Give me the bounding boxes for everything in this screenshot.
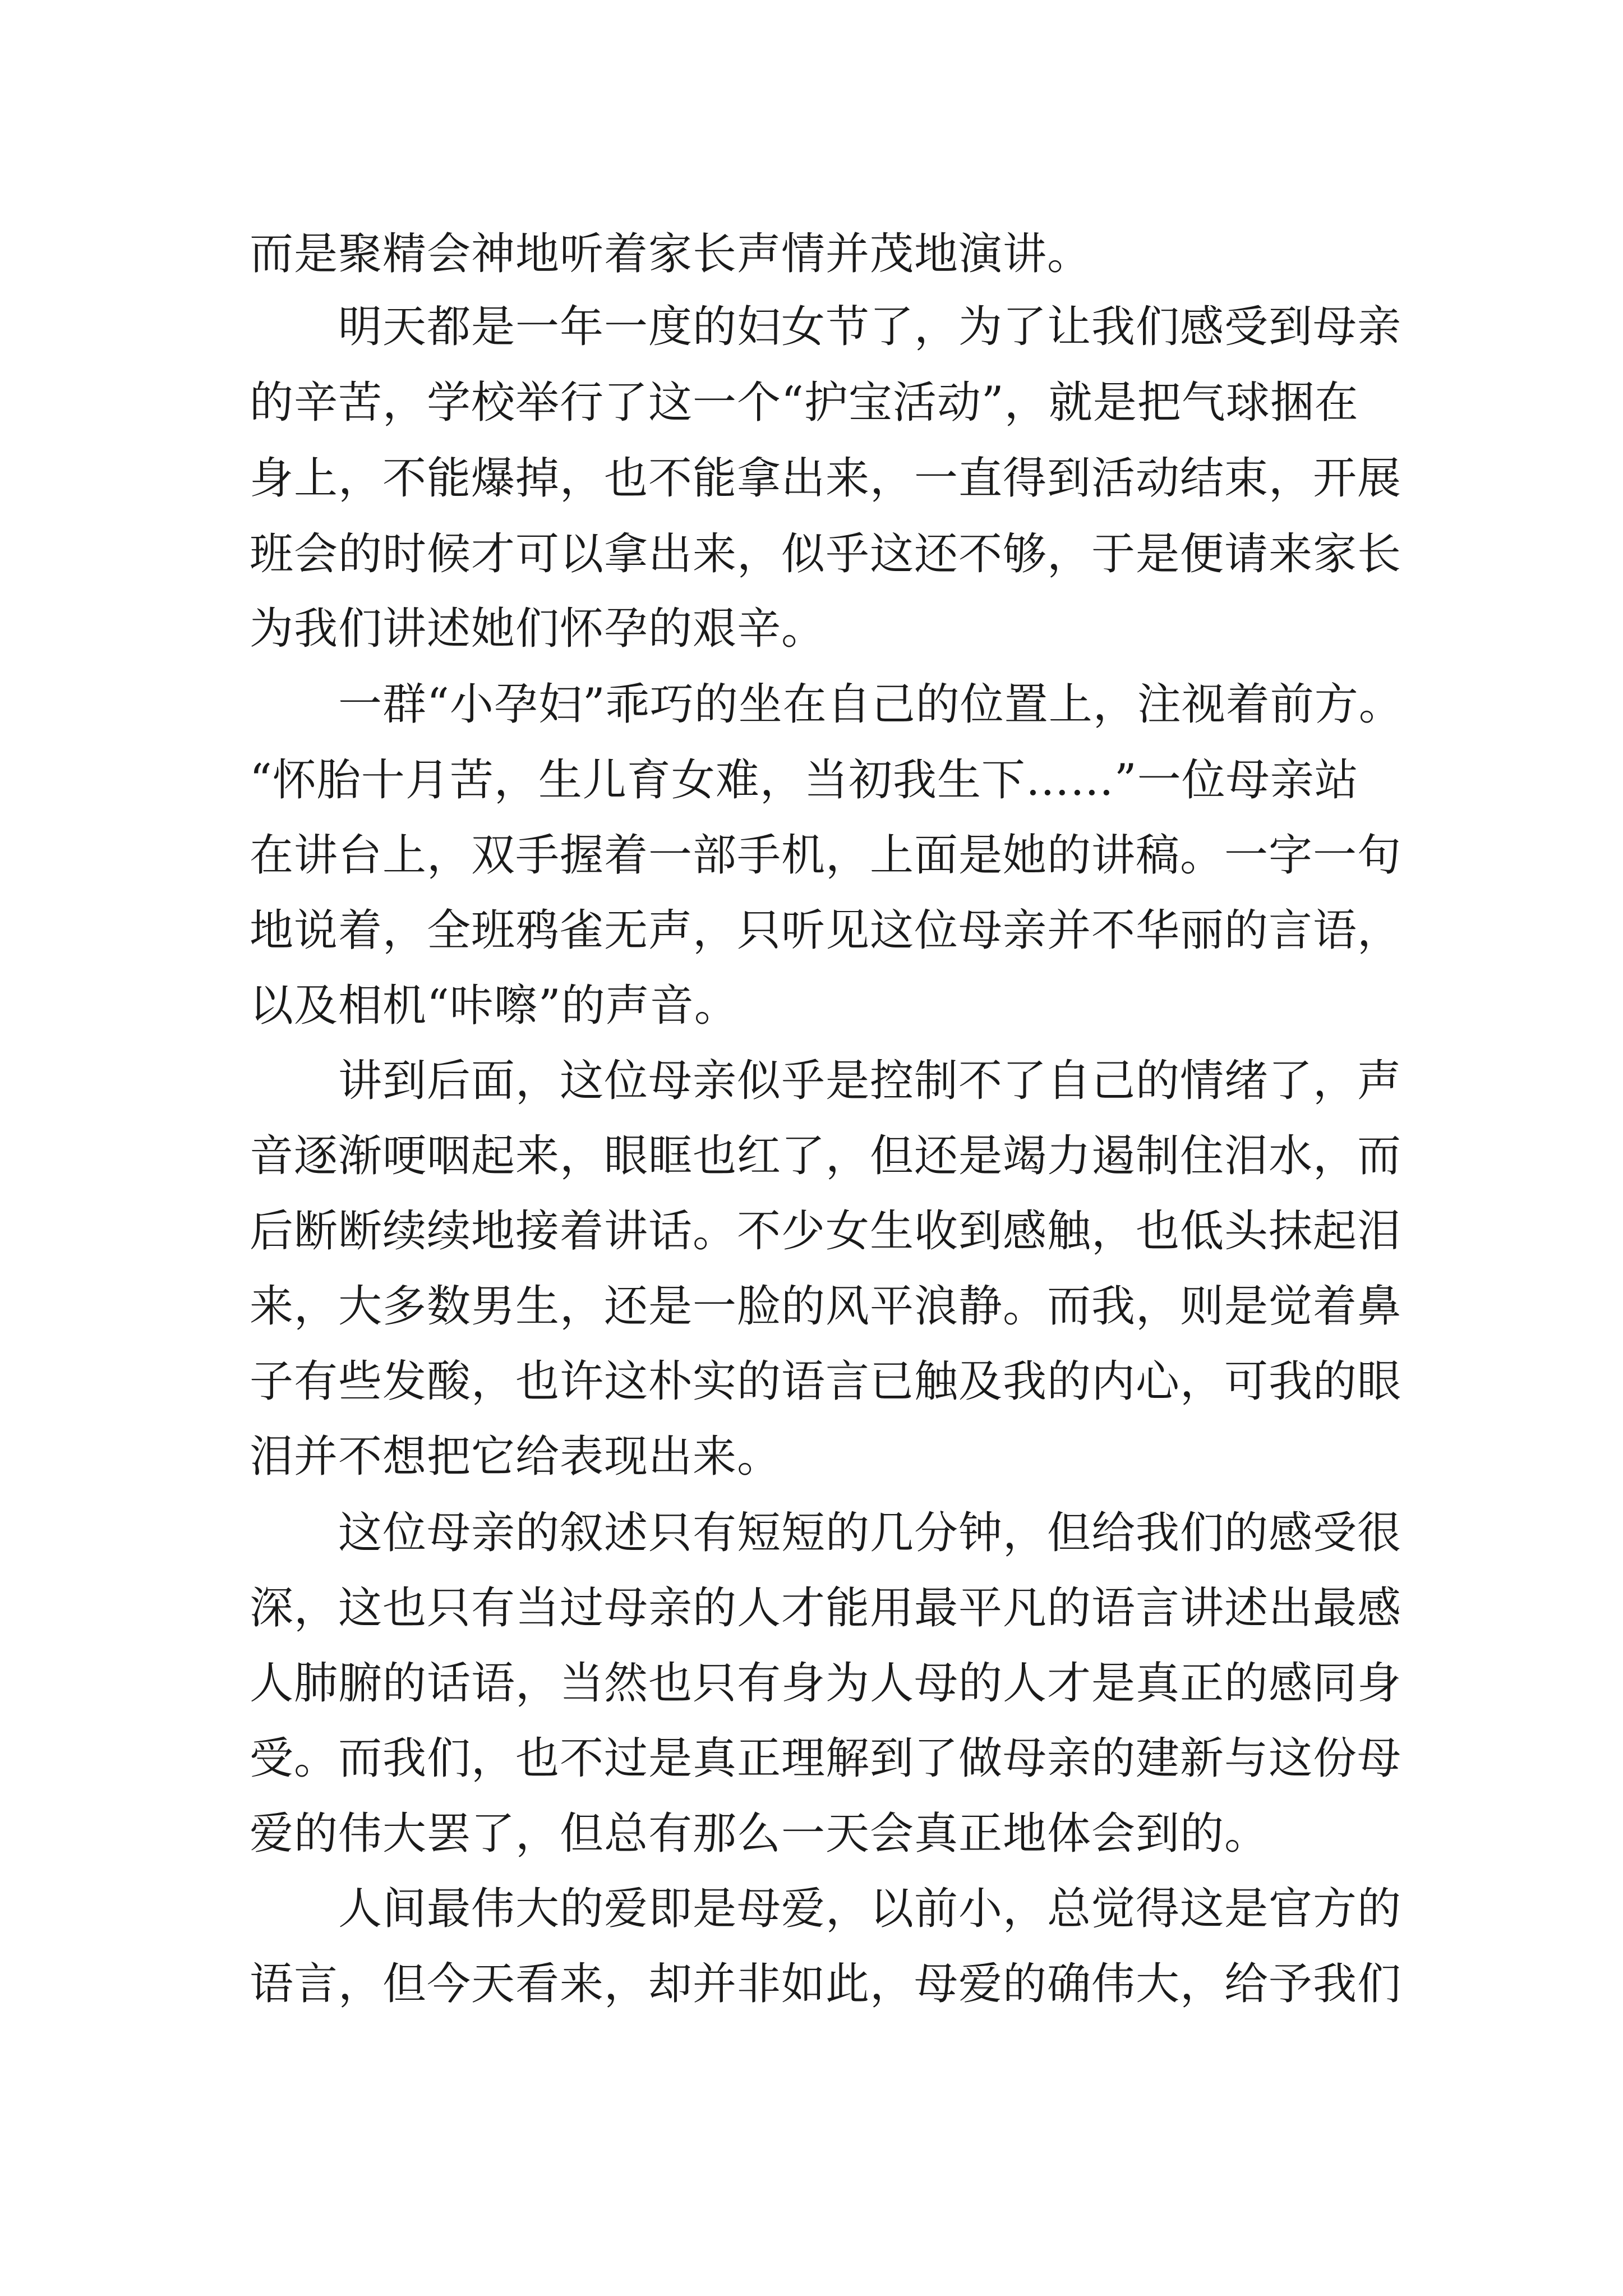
text-line: 为我们讲述她们怀孕的艰辛。 (250, 604, 826, 654)
text-line: 一群“小孕妇”乖巧的坐在自己的位置上，注视着前方。 (250, 679, 1403, 730)
text-line: 讲到后面，这位母亲似乎是控制不了自己的情绪了，声 (250, 1056, 1402, 1106)
text-line: 这位母亲的叙述只有短短的几分钟，但给我们的感受很 (250, 1508, 1402, 1558)
text-line: 而是聚精会神地听着家长声情并茂地演讲。 (250, 229, 1092, 279)
text-line: 人肺腑的话语，当然也只有身为人母的人才是真正的感同身 (250, 1658, 1402, 1709)
text-line: “怀胎十月苦，生儿育女难，当初我生下……”一位母亲站 (250, 755, 1359, 806)
text-line: 泪并不想把它给表现出来。 (250, 1432, 782, 1482)
text-line: 班会的时候才可以拿出来，似乎这还不够，于是便请来家长 (250, 529, 1402, 579)
text-line: 深，这也只有当过母亲的人才能用最平凡的语言讲述出最感 (250, 1583, 1402, 1634)
text-line: 音逐渐哽咽起来，眼眶也红了，但还是竭力遏制住泪水，而 (250, 1131, 1402, 1181)
text-line: 以及相机“咔嚓”的声音。 (250, 981, 739, 1031)
text-line: 人间最伟大的爱即是母爱，以前小，总觉得这是官方的 (250, 1884, 1402, 1934)
text-line: 子有些发酸，也许这朴实的语言已触及我的内心，可我的眼 (250, 1356, 1402, 1407)
text-line: 明天都是一年一度的妇女节了，为了让我们感受到母亲 (250, 302, 1402, 352)
text-line: 爱的伟大罢了，但总有那么一天会真正地体会到的。 (250, 1809, 1269, 1859)
text-line: 身上，不能爆掉，也不能拿出来，一直得到活动结束，开展 (250, 453, 1402, 504)
text-line: 来，大多数男生，还是一脸的风平浪静。而我，则是觉着鼻 (250, 1281, 1402, 1332)
text-line: 在讲台上，双手握着一部手机，上面是她的讲稿。一字一句 (250, 830, 1402, 881)
text-line: 地说着，全班鸦雀无声，只听见这位母亲并不华丽的言语， (250, 905, 1402, 956)
text-line: 受。而我们，也不过是真正理解到了做母亲的建新与这份母 (250, 1733, 1402, 1784)
text-line: 的辛苦，学校举行了这一个“护宝活动”，就是把气球捆在 (250, 378, 1359, 428)
text-line: 语言，但今天看来，却并非如此，母爱的确伟大，给予我们 (250, 1959, 1402, 2009)
text-line: 后断断续续地接着讲话。不少女生收到感触，也低头抹起泪 (250, 1206, 1402, 1257)
